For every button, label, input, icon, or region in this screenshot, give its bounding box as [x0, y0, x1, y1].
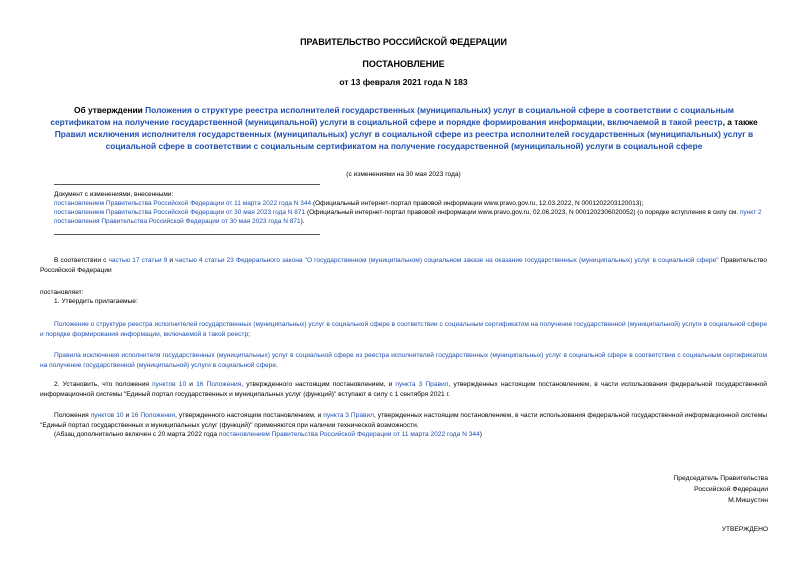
approve-regulation-paragraph — [40, 320, 767, 339]
amendment-date-note: (с изменениями на 30 мая 2023 года) — [346, 171, 461, 178]
doc-date-number: от 13 февраля 2021 года N 183 — [339, 77, 468, 87]
approve-link-regulation[interactable]: Положение о структуре реестра исполнителей государственных (муниципальных) услуг в социальной сфере в соответствии с социальным сертификатом на получение государственной (муниципальной) услуги в социальной сфере и порядке формирования информации, включаемой в такой реестр — [40, 321, 767, 338]
body-text: ; — [248, 330, 250, 338]
body-text: , утвержденных настоящим постановлением, в части использования федеральной государственной информационной системы "Единый портал государственных и муниципальных услуг (функций)" вступают в силу с 1 сентября 2021 г. — [40, 381, 767, 398]
doc-type-title: ПОСТАНОВЛЕНИЕ — [362, 59, 445, 69]
amendment-text: (Официальный интернет-портал правовой информации www.pravo.gov.ru, 02.06.2023, N 0001202306020052) (о порядке вступления в силу см. — [305, 209, 740, 216]
body-text: и — [167, 257, 176, 264]
divider-top — [54, 184, 320, 185]
item1-paragraph — [40, 297, 767, 307]
link-regulation-16[interactable]: 16 Положения — [196, 381, 242, 388]
amendments-intro: Документ с изменениями, внесенными: — [54, 191, 174, 198]
subject-link-rules[interactable]: Правил исключения исполнителя государственных (муниципальных) услуг в социальной сфере из реестра исполнителей государственных (муниципальных) услуг в социальной сфере в соответствии с социальным сертификатом на получение государственной (муниципальной) услуги в социальной сфере — [54, 129, 754, 151]
signature-org: Российской Федерации — [694, 486, 768, 493]
body-text: и — [123, 412, 132, 419]
subject-text: , а также — [722, 117, 758, 127]
link-rules-point3[interactable]: пункта 3 Правил — [395, 381, 449, 388]
item2-paragraph — [40, 380, 767, 399]
body-text: В соответствии с — [54, 257, 109, 264]
body-text: Правительство Российской Федерации — [40, 257, 767, 274]
body-text: и — [186, 381, 197, 388]
amendment-link-2022[interactable]: постановлением Правительства Российской Федерации от 11 марта 2022 года N 344 — [54, 200, 312, 207]
body-text: Положения — [54, 412, 91, 419]
link-points-10[interactable]: пунктов 10 — [152, 381, 187, 388]
approved-label: УТВЕРЖДЕНО — [721, 526, 768, 533]
subject-link-regulation[interactable]: Положения о структуре реестра исполнителей государственных (муниципальных) услуг в социальной сфере в соответствии с социальным сертификатом на получение государственной (муниципальной) услуги в социальной сфере и порядке формирования информации, включаемой в такой реестр — [50, 105, 734, 127]
body-text: , утвержденного настоящим постановлением, и — [175, 412, 324, 419]
signature-block — [673, 473, 768, 506]
amendment-item — [54, 208, 768, 226]
link-regulation-16[interactable]: 16 Положения — [131, 412, 176, 419]
government-title: ПРАВИТЕЛЬСТВО РОССИЙСКОЙ ФЕДЕРАЦИИ — [300, 37, 507, 47]
subject-text: Об утверждении — [73, 105, 146, 115]
body-text: ) — [479, 431, 482, 438]
amendment-text: (Официальный интернет-портал правовой информации www.pravo.gov.ru, 12.03.2022, N 0001202203120013); — [311, 200, 644, 207]
approve-link-rules[interactable]: Правила исключения исполнителя государственных (муниципальных) услуг в социальной сфере из реестра исполнителей государственных (муниципальных) услуг в социальной сфере в соответствии с социальным сертификатом на получение государственной (муниципальной) услуги в социальной сфере — [40, 352, 767, 369]
body-text: , утвержденного настоящим постановлением, и — [241, 381, 396, 388]
body-text: (Абзац дополнительно включен с 20 марта 2022 года — [54, 431, 219, 438]
decides-text: постановляет: — [40, 289, 84, 296]
amendment-item — [54, 199, 768, 208]
link-rules-point3[interactable]: пункта 3 Правил — [323, 412, 375, 419]
law-link-art23[interactable]: частью 4 статьи 23 Федерального закона "О государственном (муниципальном) социальном заказе на оказание государственных (муниципальных) услуг в социальной сфере" — [175, 257, 719, 264]
note-link-2022[interactable]: постановлением Правительства Российской Федерации от 11 марта 2022 года N 344 — [218, 431, 480, 438]
divider-bottom — [54, 234, 320, 235]
approve-rules-paragraph — [40, 351, 767, 370]
body-text: 2. Установить, что положения — [54, 381, 153, 388]
item2-continued-paragraph — [40, 411, 767, 440]
amendment-text: ). — [300, 218, 305, 225]
document-subject — [44, 104, 764, 152]
law-link-art9[interactable]: частью 17 статьи 9 — [108, 257, 168, 264]
signature-name: М.Мишустин — [728, 497, 768, 504]
body-text: , утвержденных настоящим постановлением, в части использования федеральной государственной информационной системы "Единый портал государственных и муниципальных услуг (функций)" применяются при наличии технической возможности. — [40, 412, 767, 429]
preamble-paragraph — [40, 256, 767, 275]
amendments-block — [54, 190, 768, 226]
item1-text: 1. Утвердить прилагаемые: — [54, 298, 138, 305]
amendment-link-2023[interactable]: постановлением Правительства Российской Федерации от 30 мая 2023 года N 871 — [54, 209, 306, 216]
amendment-link-item2[interactable]: пункт 2 постановления Правительства Российской Федерации от 30 мая 2023 года N 871 — [54, 209, 762, 225]
signature-position: Председатель Правительства — [673, 475, 768, 482]
link-points-10[interactable]: пунктов 10 — [90, 412, 124, 419]
body-text: . — [276, 361, 278, 369]
